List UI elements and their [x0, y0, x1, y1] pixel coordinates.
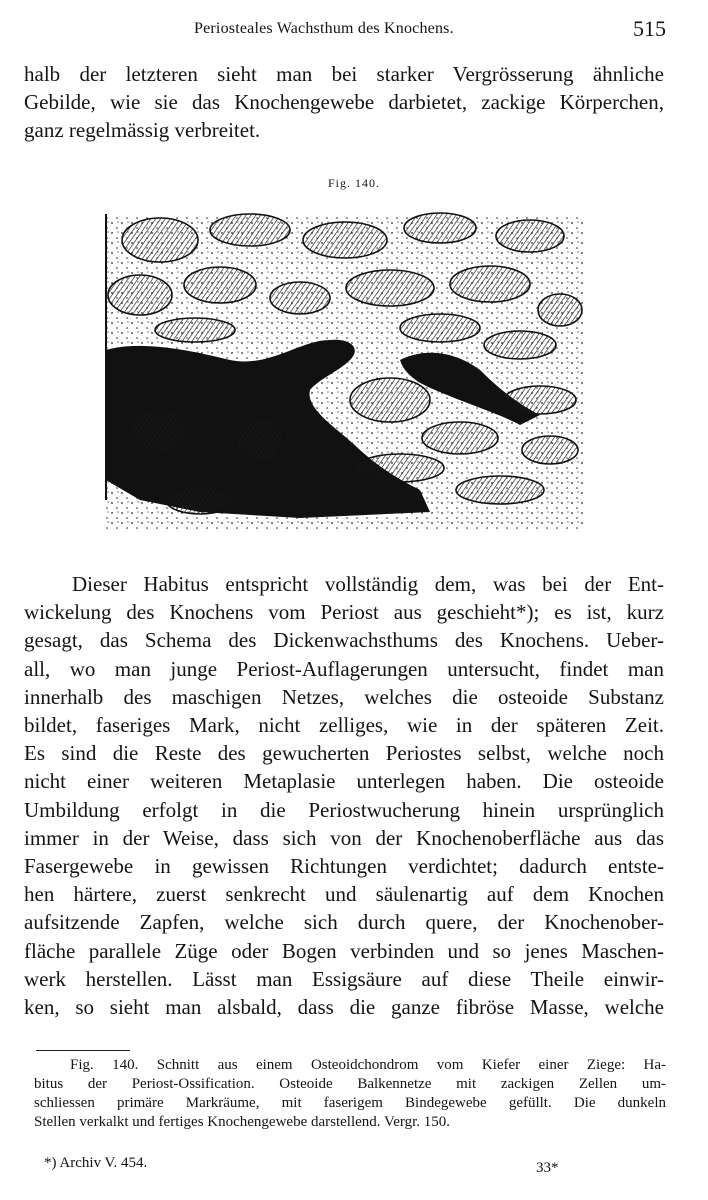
text-line: fläche parallele Züge oder Bogen verbinden und so jenes Maschen-: [24, 938, 664, 963]
figure-label: Fig. 140.: [327, 176, 380, 190]
footnote-rule: [36, 1050, 130, 1051]
figure-caption: [34, 1056, 666, 1132]
text-line: hen härtere, zuerst senkrecht und säulenartig auf dem Knochen: [24, 882, 664, 907]
running-head: [24, 18, 668, 42]
intro-paragraph: [24, 60, 664, 144]
histology-illustration: [100, 200, 590, 540]
text-line: Gebilde, wie sie das Knochengewebe darbietet, zackige Körperchen,: [24, 90, 664, 114]
text-line: all, wo man junge Periost-Auflagerungen untersucht, findet man: [24, 656, 664, 681]
text-line: gesagt, das Schema des Dickenwachsthums des Knochens. Ueber-: [24, 628, 664, 653]
running-title: Periosteales Wachsthum des Knochens.: [194, 20, 454, 37]
body-paragraph: [24, 570, 664, 1021]
text-line: bildet, faseriges Mark, nicht zelliges, wie in der späteren Zeit.: [24, 713, 664, 738]
caption-line: Stellen verkalkt und fertiges Knochengewebe darstellend. Vergr. 150.: [34, 1114, 450, 1130]
text-line: ken, so sieht man alsbald, dass die ganze fibröse Masse, welche: [24, 995, 664, 1020]
text-line: innerhalb des maschigen Netzes, welches die osteoide Substanz: [24, 684, 664, 709]
histology-figure: [100, 200, 590, 540]
text-line: aufsitzende Zapfen, welche sich durch quere, der Knochenober-: [24, 910, 664, 935]
caption-line: bitus der Periost-Ossification. Osteoide Balkennetze mit zackigen Zellen um-: [34, 1076, 666, 1092]
page-number: 515: [633, 16, 666, 41]
caption-line: schliessen primäre Markräume, mit faserigem Bindegewebe gefüllt. Die dunkeln: [34, 1095, 666, 1111]
text-line: Fasergewebe in gewissen Richtungen verdichtet; dadurch entste-: [24, 854, 664, 879]
text-line: wickelung des Knochens vom Periost aus geschieht*); es ist, kurz: [24, 600, 664, 625]
text-line: werk herstellen. Lässt man Essigsäure auf diese Theile einwir-: [24, 966, 664, 991]
text-line: Es sind die Reste des gewucherten Periostes selbst, welche noch: [24, 741, 664, 766]
text-line: Dieser Habitus entspricht vollständig dem, was bei der Ent-: [72, 572, 664, 596]
text-line: halb der letzteren sieht man bei starker Vergrösserung ähnliche: [24, 62, 664, 86]
text-line: ganz regelmässig verbreitet.: [24, 118, 261, 142]
signature-mark: 33*: [536, 1160, 559, 1176]
text-line: immer in der Weise, dass sich von der Knochenoberfläche aus das: [24, 825, 664, 850]
text-line: nicht einer weiteren Metaplasie unterlegen haben. Die osteoide: [24, 769, 664, 794]
footnote: *) Archiv V. 454.: [44, 1155, 148, 1171]
caption-line: Fig. 140. Schnitt aus einem Osteoidchondrom vom Kiefer einer Ziege: Ha-: [70, 1057, 666, 1073]
text-line: Umbildung erfolgt in die Periostwucherung hinein ursprünglich: [24, 797, 664, 822]
